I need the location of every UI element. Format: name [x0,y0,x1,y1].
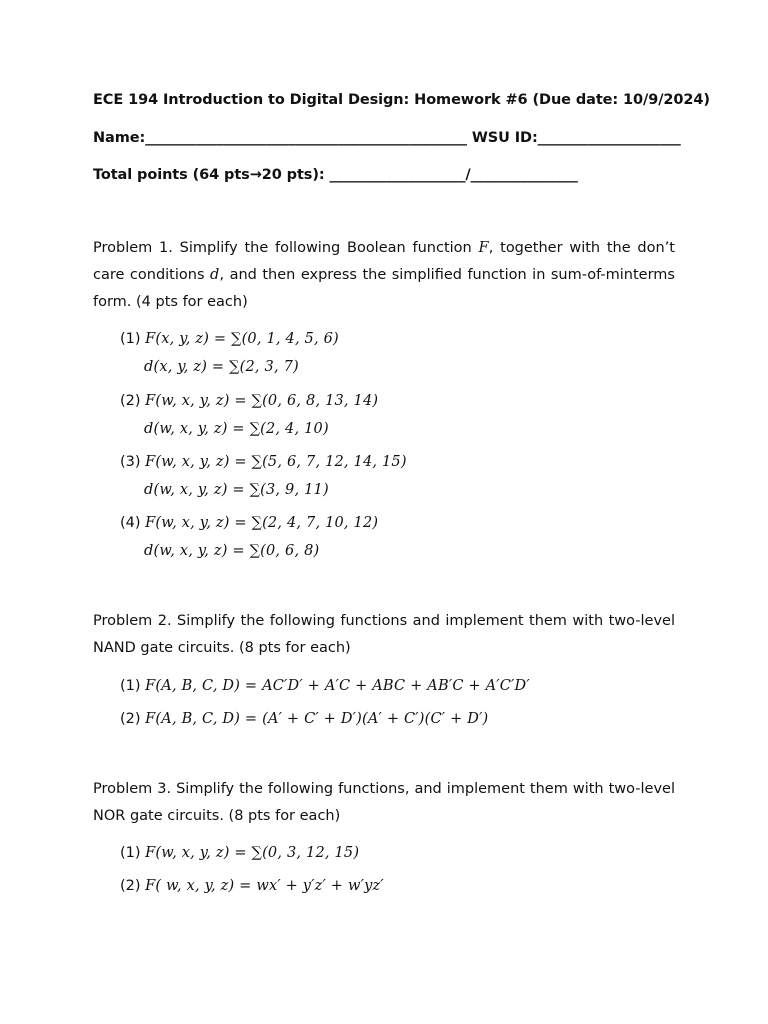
problem-1-item-1 [120,331,339,347]
total-points-line: Total points (64 pts→20 pts): ___________________/_______________ [93,167,578,183]
function-expression: F(A, B, C, D) = AC′D′ + A′C + ABC + AB′C + A′C′D′ [145,678,530,694]
name-wsu-id-line: Name:_____________________________________________ WSU ID:____________________ [93,130,681,146]
problem-1-statement [93,235,675,316]
item-number: (2) [120,393,141,409]
problem-1-text-part: Problem 1. Simplify the following Boolean function [93,240,479,256]
function-expression: F(w, x, y, z) = ∑(2, 4, 7, 10, 12) [145,515,379,531]
function-expression: F(w, x, y, z) = ∑(0, 3, 12, 15) [145,845,360,861]
variable-d: d [210,267,220,283]
variable-f: F [478,240,489,256]
problem-3-statement: Problem 3. Simplify the following functions, and implement them with two-level NOR gate circuits. (8 pts for each) [93,781,675,824]
item-number: (1) [120,331,141,347]
item-number: (4) [120,515,141,531]
function-expression: F(A, B, C, D) = (A′ + C′ + D′)(A′ + C′)(C′ + D′) [145,711,489,727]
function-expression: F( w, x, y, z) = wx′ + y′z′ + w′yz′ [145,878,384,894]
item-number: (2) [120,711,141,727]
problem-1-item-4 [120,515,378,531]
problem-2-statement: Problem 2. Simplify the following functions and implement them with two-level NAND gate circuits. (8 pts for each) [93,613,675,656]
dont-care-expression: d(x, y, z) = ∑(2, 3, 7) [144,359,299,375]
function-expression: F(w, x, y, z) = ∑(5, 6, 7, 12, 14, 15) [145,454,407,470]
item-number: (3) [120,454,141,470]
dont-care-expression: d(w, x, y, z) = ∑(2, 4, 10) [144,421,329,437]
problem-1-text-part: , together with the don’t care conditions [93,240,675,283]
function-expression: F(x, y, z) = ∑(0, 1, 4, 5, 6) [145,331,339,347]
item-number: (1) [120,678,141,694]
dont-care-expression: d(w, x, y, z) = ∑(3, 9, 11) [144,482,329,498]
problem-1-item-3 [120,454,407,470]
function-expression: F(w, x, y, z) = ∑(0, 6, 8, 13, 14) [145,393,379,409]
item-number: (2) [120,878,141,894]
problem-1-item-1-dontcare [144,359,299,375]
problem-2-item-1 [120,678,530,694]
problem-1-item-3-dontcare [144,482,329,498]
problem-1-item-2 [120,393,378,409]
dont-care-expression: d(w, x, y, z) = ∑(0, 6, 8) [144,543,320,559]
problem-1-item-2-dontcare [144,421,329,437]
problem-1-item-4-dontcare [144,543,319,559]
problem-1-text-part: , and then express the simplified function in sum-of-minterms form. (4 pts for each) [93,267,675,310]
problem-3-item-1 [120,845,359,861]
document-title: ECE 194 Introduction to Digital Design: Homework #6 (Due date: 10/9/2024) [93,92,710,108]
item-number: (1) [120,845,141,861]
problem-3-item-2 [120,878,384,894]
problem-2-item-2 [120,711,488,727]
